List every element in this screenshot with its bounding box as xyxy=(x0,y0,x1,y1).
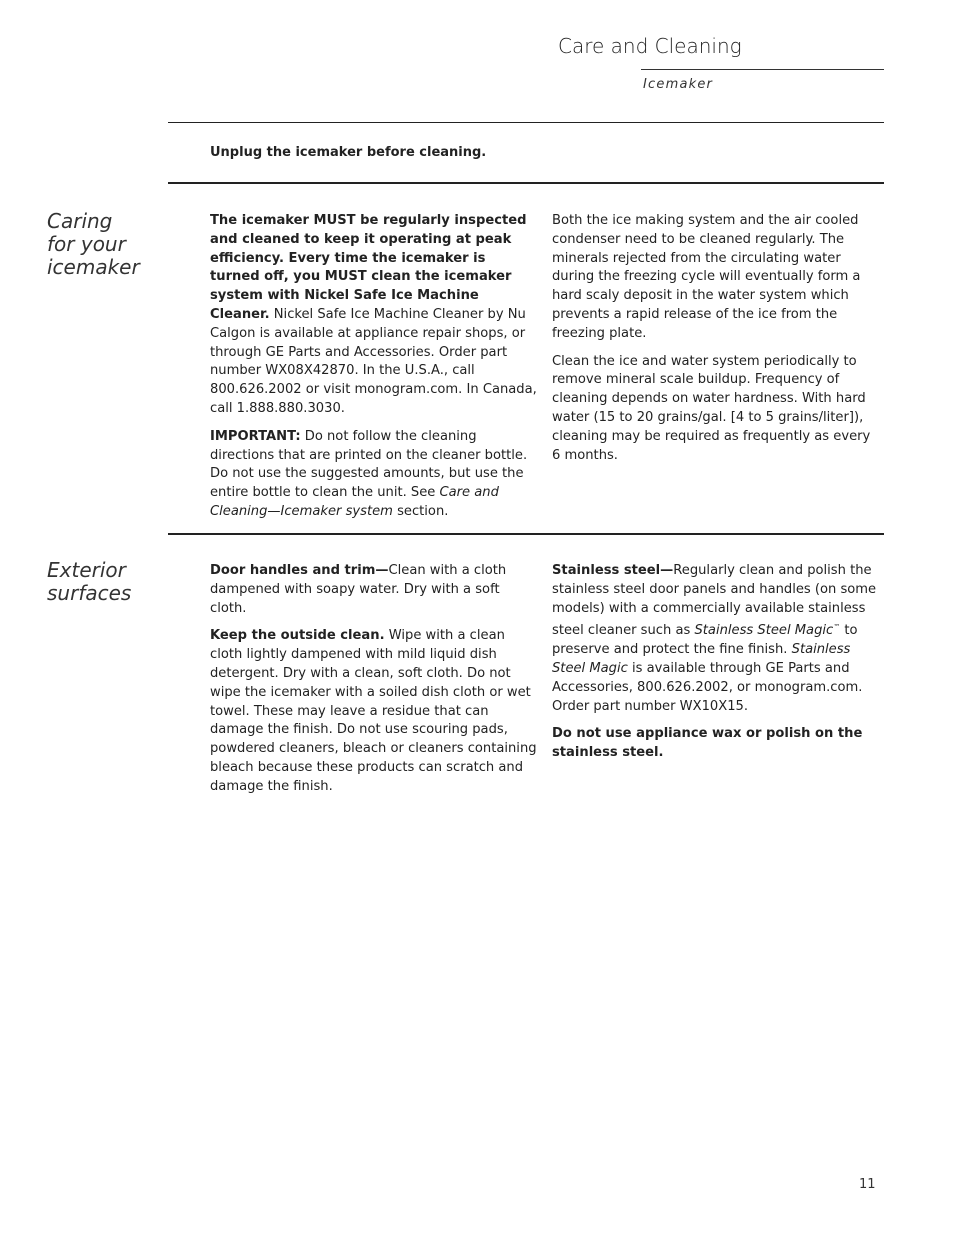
stainless-steel-label: Stainless steel— xyxy=(552,563,674,578)
caring-p1-bold: The icemaker MUST be regularly inspected and cleaned to keep it operating at peak efficiency. Every time the icemaker is turned off, you MUST clean the icemaker system with Nickel Safe Ice Machine Cleaner. xyxy=(210,213,527,322)
caring-right-paragraph-2: Clean the ice and water system periodically to remove mineral scale buildup. Frequency of cleaning depends on water hardness. With hard water (15 to 20 grains/gal. [4 to 5 grains/liter]), cleaning may be required as frequently as every 6 months. xyxy=(552,353,871,463)
product-name: Stainless Steel Magic xyxy=(694,623,834,639)
section-reference: Care and Cleaning—Icemaker system xyxy=(210,485,499,519)
caring-paragraph-1 xyxy=(210,212,538,419)
door-handles-paragraph xyxy=(210,562,538,618)
keep-clean-label: Keep the outside clean. xyxy=(210,628,385,644)
wax-warning-paragraph xyxy=(552,725,880,763)
section-subtitle: Icemaker xyxy=(643,77,714,92)
trademark-symbol: ™ xyxy=(833,623,841,632)
caring-heading: Caring for your icemaker xyxy=(47,209,140,279)
keep-clean-text: Wipe with a clean cloth lightly dampened with mild liquid dish detergent. Dry with a clean, soft cloth. Do not wipe the icemaker with a soiled dish cloth or wet towel. These may leave a residue that can damage the finish. Do not use scouring pads, powdered cleaners, bleach or cleaners containing bleach because these products can scratch and damage the finish. xyxy=(210,628,537,794)
exterior-left-column xyxy=(210,562,538,806)
unplug-notice: Unplug the icemaker before cleaning. xyxy=(210,145,487,160)
exterior-right-column xyxy=(552,562,880,772)
caring-p2-text: Do not follow the cleaning directions that are printed on the cleaner bottle. Do not use the suggested amounts, but use the entire bottle to clean the unit. See xyxy=(210,428,528,501)
section-title: Care and Cleaning xyxy=(558,34,742,58)
keep-clean-paragraph xyxy=(210,627,538,796)
product-name-2: Stainless Steel Magic xyxy=(552,642,851,676)
door-handles-text: Clean with a cloth dampened with soapy water. Dry with a soft cloth. xyxy=(210,563,507,616)
caring-paragraph-2 xyxy=(210,428,538,522)
door-handles-label: Door handles and trim— xyxy=(210,563,389,578)
caring-right-paragraph-1: Both the ice making system and the air cooled condenser need to be cleaned regularly. The minerals rejected from the circulating water during the freezing cycle will eventually form a hard scaly deposit in the water system which prevents a rapid release of the ice from the freezing plate. xyxy=(552,213,861,341)
page-number: 11 xyxy=(859,1177,876,1192)
top-divider xyxy=(168,122,884,123)
caring-p1-text: Nickel Safe Ice Machine Cleaner by Nu Calgon is available at appliance repair shops, or through GE Parts and Accessories. Order part number WX08X42870. In the U.S.A., call 800.626.2002 or visit monogram.com. In Canada, call 1.888.880.3030. xyxy=(210,306,537,416)
divider-exterior xyxy=(168,533,884,535)
stainless-text-3: is available through GE Parts and Accessories, 800.626.2002, or monogram.com. Order part number WX10X15. xyxy=(552,660,863,714)
caring-p2-end: section. xyxy=(392,503,449,519)
wax-warning: Do not use appliance wax or polish on the stainless steel. xyxy=(552,726,863,761)
caring-right-column xyxy=(552,212,880,474)
divider-caring xyxy=(168,182,884,184)
important-label: IMPORTANT: xyxy=(210,428,301,444)
stainless-steel-paragraph xyxy=(552,562,880,716)
exterior-heading: Exterior surfaces xyxy=(47,558,132,605)
stainless-text-1: Regularly clean and polish the stainless steel door panels and handles (on some models) with a commercially available stainless steel cleaner such as xyxy=(552,563,877,639)
header-rule xyxy=(641,69,884,70)
caring-left-column xyxy=(210,212,538,531)
stainless-text-2: to preserve and protect the fine finish. xyxy=(552,623,858,658)
